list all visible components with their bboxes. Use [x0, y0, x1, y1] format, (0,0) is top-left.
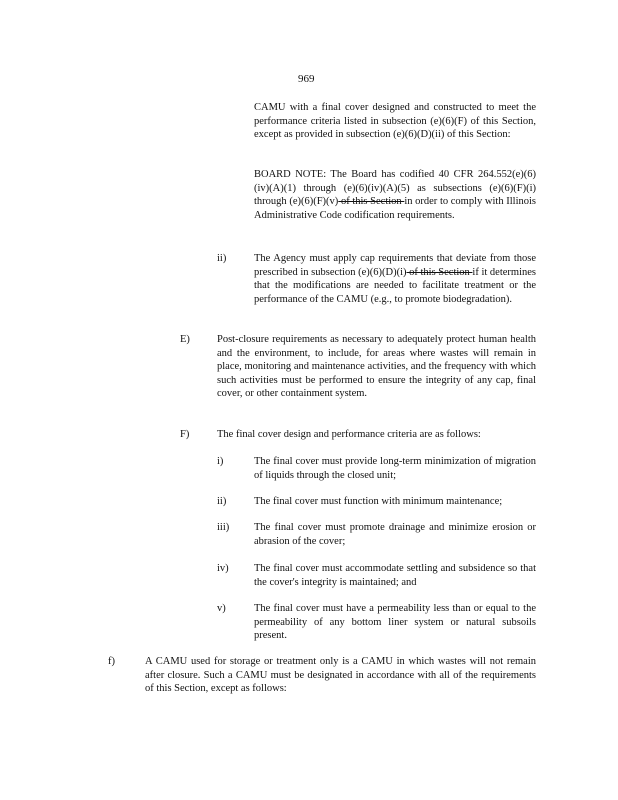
item-ii-text-end: if it determines that the modifications are needed to facilitate treatment or the performance of the CAMU (e.g., to promote biodegradation).: [254, 266, 536, 305]
item-F-label: F): [180, 429, 190, 440]
continuation-paragraph: CAMU with a final cover designed and constructed to meet the performance criteria listed in subsection (e)(6)(F) of this Section, except as provided in subsection (e)(6)(D)(ii) of this Section:: [254, 102, 536, 141]
item-E-label: E): [180, 334, 190, 345]
subitem-ii-label: ii): [217, 496, 227, 507]
board-note-text: BOARD NOTE: The Board has codified 40 CFR 264.552(e)(6)(iv)(A)(1) through (e)(6)(iv)(A)(5) as subsections (e)(6)(F)(i) through (e)(6)(F)(v): [254, 169, 536, 208]
item-ii-label: ii): [217, 253, 227, 264]
subitem-i-text: The final cover must provide long-term minimization of migration of liquids through the closed unit;: [254, 456, 536, 481]
subitem-iii-label: iii): [217, 522, 230, 533]
item-E-text: Post-closure requirements as necessary to adequately protect human health and the environment, to include, for areas where wastes will remain in place, monitoring and maintenance activities, and the frequency with which such activities must be performed to ensure the integrity of any cap, final cover, or other containment system.: [217, 334, 536, 400]
page-number: 969: [298, 73, 315, 85]
subitem-iv-label: iv): [217, 563, 229, 574]
subitem-iii-text: The final cover must promote drainage and minimize erosion or abrasion of the cover;: [254, 522, 536, 547]
board-note-text-end: in order to comply with Illinois Administrative Code codification requirements.: [254, 196, 536, 221]
subitem-v-text: The final cover must have a permeability less than or equal to the permeability of any bottom liner system or natural subsoils present.: [254, 603, 536, 642]
item-ii-text: [254, 252, 536, 306]
item-ii-struck-text: of this Section: [406, 266, 473, 278]
subitem-iv-text: The final cover must accommodate settling and subsidence so that the cover's integrity is maintained; and: [254, 563, 536, 588]
item-ii-text-start: The Agency must apply cap requirements that deviate from those prescribed in subsection (e)(6)(D)(i): [254, 253, 536, 278]
item-f-text: A CAMU used for storage or treatment only is a CAMU in which wastes will not remain after closure. Such a CAMU must be designated in accordance with all of the requirements of this Section, except as follows:: [145, 656, 536, 695]
item-F-text: The final cover design and performance criteria are as follows:: [217, 429, 481, 440]
board-note: [254, 168, 536, 222]
subitem-v-label: v): [217, 603, 226, 614]
board-note-struck-text: of this Section: [338, 196, 405, 208]
subitem-ii-text: The final cover must function with minimum maintenance;: [254, 496, 503, 507]
subitem-i-label: i): [217, 456, 224, 467]
item-f-label: f): [108, 656, 115, 667]
